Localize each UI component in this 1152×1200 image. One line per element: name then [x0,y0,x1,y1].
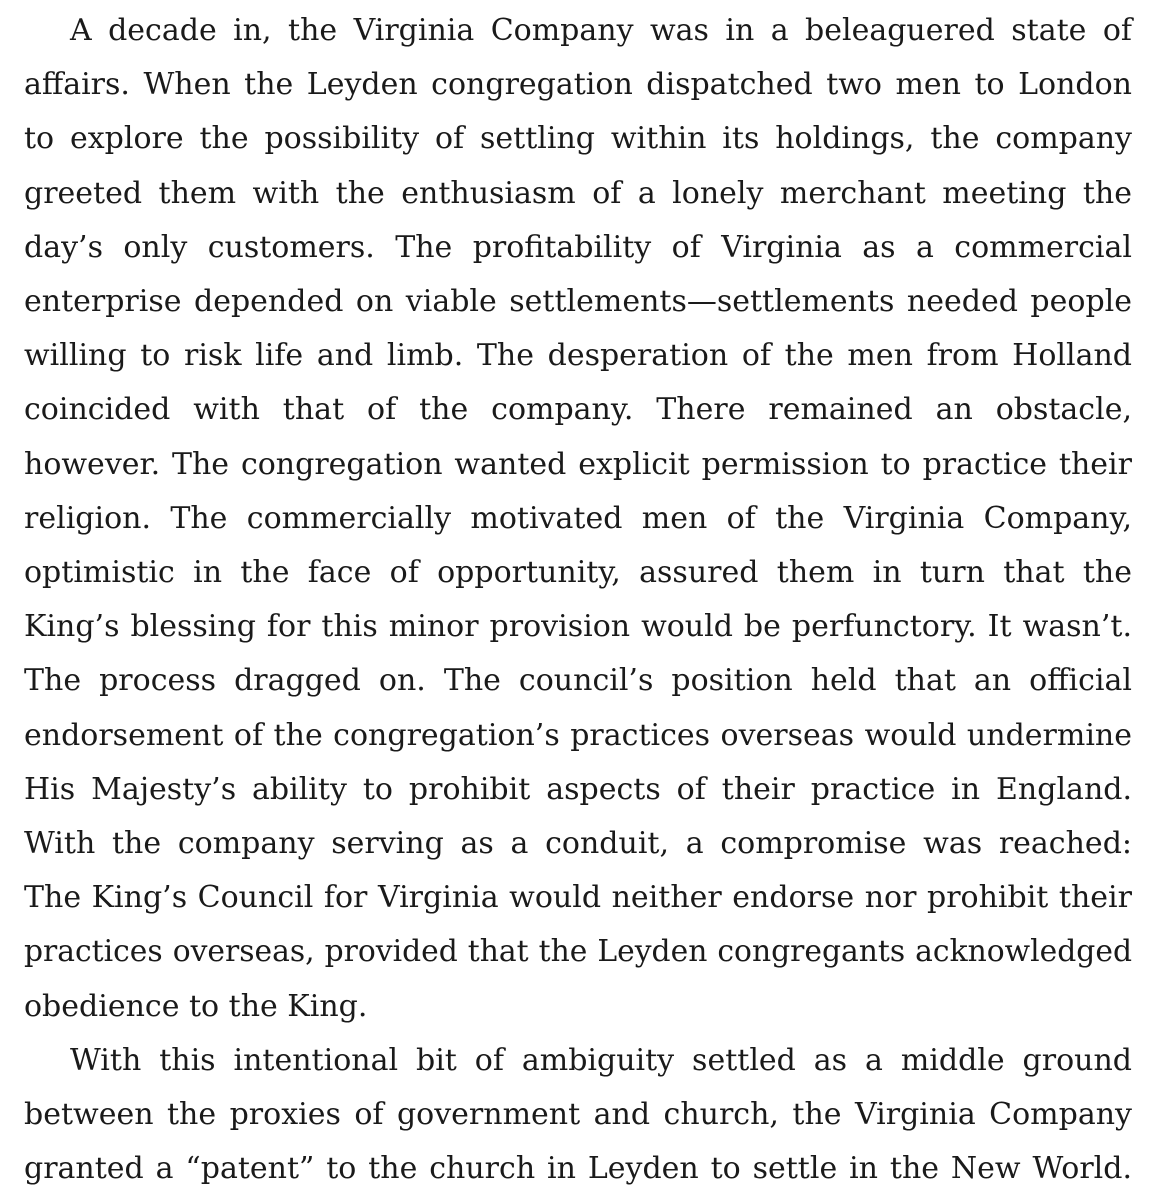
text-line: endorsement of the congregation’s practices overseas would undermine [24,717,1132,753]
text-line: practices overseas, provided that the Leyden congregants acknowledged [24,934,1132,970]
paragraph-1 [24,4,1132,1034]
text-line: to explore the possibility of settling within its holdings, the company [24,121,1132,157]
text-line: With this intentional bit of ambiguity settled as a middle ground [70,1042,1132,1078]
text-line: greeted them with the enthusiasm of a lonely merchant meeting the [24,175,1132,211]
text-line: however. The congregation wanted explicit permission to practice their [24,446,1132,482]
text-line: With the company serving as a conduit, a compromise was reached: [24,826,1132,862]
text-line: A decade in, the Virginia Company was in a beleaguered state of [70,13,1132,48]
text-line: religion. The commercially motivated men of the Virginia Company, [24,500,1132,536]
text-line: between the proxies of government and church, the Virginia Company [24,1097,1132,1133]
text-line: The process dragged on. The council’s position held that an official [24,663,1132,699]
text-line: coincided with that of the company. There remained an obstacle, [24,392,1132,428]
text-line: King’s blessing for this minor provision would be perfunctory. It wasn’t. [24,609,1132,645]
text-line: optimistic in the face of opportunity, assured them in turn that the [24,555,1132,591]
text-line: granted a “patent” to the church in Leyden to settle in the New World. [24,1151,1132,1187]
document-page [24,4,1132,1196]
paragraph-2 [24,1034,1132,1197]
text-line: obedience to the King. [24,988,368,1024]
text-line: affairs. When the Leyden congregation dispatched two men to London [24,67,1132,103]
text-line: enterprise depended on viable settlements—settlements needed people [24,284,1132,320]
text-line: willing to risk life and limb. The desperation of the men from Holland [24,338,1132,374]
text-line: The King’s Council for Virginia would neither endorse nor prohibit their [24,880,1132,916]
text-line: His Majesty’s ability to prohibit aspects of their practice in England. [24,771,1132,807]
text-line: day’s only customers. The profitability of Virginia as a commercial [24,229,1132,265]
